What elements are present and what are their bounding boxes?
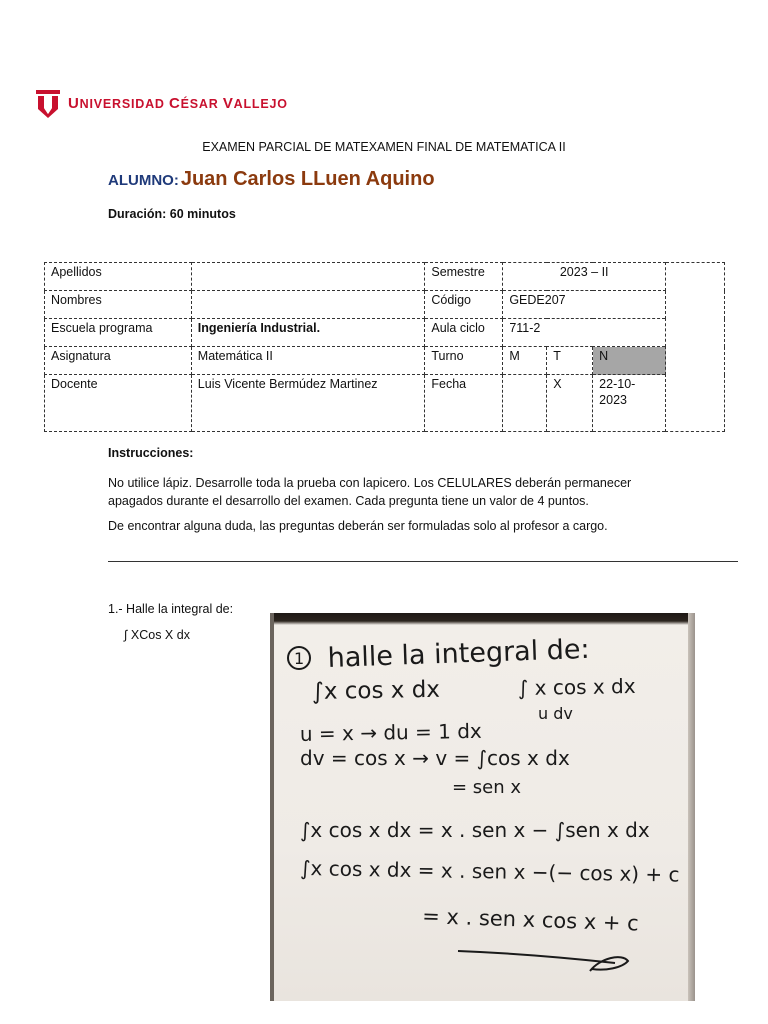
handwriting-svg [270, 613, 695, 1001]
hw-line-2b: ∫ x cos x dx [517, 673, 636, 700]
table-row [45, 375, 725, 432]
docente-value: Luis Vicente Bermúdez Martinez [191, 375, 425, 432]
instructions-text-2: De encontrar alguna duda, las preguntas deberán ser formuladas solo al profesor a cargo. [108, 519, 608, 533]
nombres-label: Nombres [45, 291, 192, 319]
hw-line-1: halle la integral de: [327, 633, 591, 674]
handwritten-solution-photo [270, 613, 695, 1001]
student-name: Juan Carlos LLuen Aquino [180, 168, 435, 190]
turno-t: T [547, 347, 593, 375]
hw-line-2a: ∫x cos x dx [311, 676, 441, 705]
hw-line-3: u = x → du = 1 dx [299, 718, 482, 746]
hw-line-6: ∫x cos x dx = x . sen x − ∫sen x dx [300, 818, 650, 842]
question-1-expression: ∫ XCos X dx [124, 628, 190, 642]
fecha-blank [503, 375, 547, 432]
codigo-value: GEDE207 [503, 291, 666, 319]
hw-line-7: ∫x cos x dx = x . sen x −(− cos x) + c [299, 856, 680, 887]
asignatura-value: Matemática II [191, 347, 425, 375]
escuela-value: Ingeniería Industrial. [191, 319, 425, 347]
turno-n: N [593, 347, 666, 375]
fecha-mark: X [547, 375, 593, 432]
hw-line-5: = sen x [452, 777, 522, 798]
docente-label: Docente [45, 375, 192, 432]
apellidos-value [191, 263, 425, 291]
nombres-value [191, 291, 425, 319]
semestre-value: 2023 – II [503, 263, 666, 291]
aula-value: 711-2 [503, 319, 666, 347]
table-row [45, 319, 725, 347]
university-shield-icon [34, 88, 62, 118]
fecha-label: Fecha [425, 375, 503, 432]
escuela-label: Escuela programa [45, 319, 192, 347]
exam-duration: Duración: 60 minutos [108, 207, 236, 221]
turno-m: M [503, 347, 547, 375]
info-table [44, 262, 725, 432]
student-label: ALUMNO: [108, 172, 179, 189]
signature-scribble [590, 957, 628, 971]
student-line [108, 168, 435, 191]
instructions-text-1: No utilice lápiz. Desarrolle toda la prueba con lapicero. Los CELULARES deberán permanecer apagados durante el desarrollo del examen. Cada pregunta tiene un valor de 4 puntos. [108, 476, 632, 508]
hw-line-8: = x . sen x cos x + c [421, 904, 640, 936]
aula-label: Aula ciclo [425, 319, 503, 347]
instructions-title: Instrucciones: [108, 446, 194, 460]
turno-label: Turno [425, 347, 503, 375]
table-row [45, 291, 725, 319]
blank-cell [666, 263, 725, 432]
codigo-label: Código [425, 291, 503, 319]
table-row [45, 347, 725, 375]
divider [108, 561, 738, 562]
semestre-label: Semestre [425, 263, 503, 291]
hw-line-2c: u dv [538, 704, 573, 723]
university-logo [34, 88, 288, 118]
underline-stroke [458, 951, 615, 963]
asignatura-label: Asignatura [45, 347, 192, 375]
university-name: UNIVERSIDAD CÉSAR VALLEJO [68, 94, 288, 112]
table-row [45, 263, 725, 291]
question-1-prompt: 1.- Halle la integral de: [108, 602, 234, 616]
fecha-value: 22-10-2023 [593, 375, 666, 432]
hw-line-4: dv = cos x → v = ∫cos x dx [300, 746, 570, 770]
exam-title: EXAMEN PARCIAL DE MATEXAMEN FINAL DE MATEMATICA II [202, 140, 566, 154]
question-number: 1 [294, 649, 305, 668]
apellidos-label: Apellidos [45, 263, 192, 291]
